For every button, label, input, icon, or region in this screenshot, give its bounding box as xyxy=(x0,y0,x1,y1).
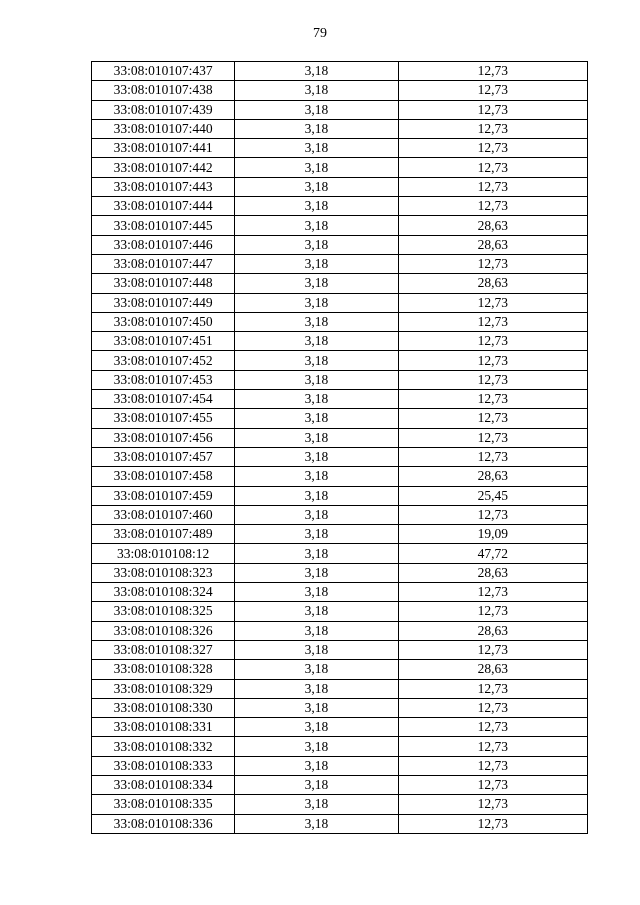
cadastral-number-cell: 33:08:010107:446 xyxy=(92,235,235,254)
amount-cell: 19,09 xyxy=(398,525,587,544)
value-cell: 3,18 xyxy=(235,660,398,679)
amount-cell: 12,73 xyxy=(398,698,587,717)
cadastral-number-cell: 33:08:010107:439 xyxy=(92,100,235,119)
value-cell: 3,18 xyxy=(235,177,398,196)
cadastral-number-cell: 33:08:010107:450 xyxy=(92,312,235,331)
cadastral-number-cell: 33:08:010108:329 xyxy=(92,679,235,698)
value-cell: 3,18 xyxy=(235,698,398,717)
cadastral-number-cell: 33:08:010107:454 xyxy=(92,390,235,409)
cadastral-number-cell: 33:08:010108:335 xyxy=(92,795,235,814)
cadastral-number-cell: 33:08:010108:323 xyxy=(92,563,235,582)
table-row xyxy=(92,737,588,756)
value-cell: 3,18 xyxy=(235,274,398,293)
value-cell: 3,18 xyxy=(235,197,398,216)
value-cell: 3,18 xyxy=(235,447,398,466)
cadastral-number-cell: 33:08:010107:453 xyxy=(92,370,235,389)
value-cell: 3,18 xyxy=(235,139,398,158)
amount-cell: 12,73 xyxy=(398,505,587,524)
value-cell: 3,18 xyxy=(235,756,398,775)
cadastral-number-cell: 33:08:010107:443 xyxy=(92,177,235,196)
value-cell: 3,18 xyxy=(235,583,398,602)
value-cell: 3,18 xyxy=(235,486,398,505)
table-row xyxy=(92,640,588,659)
amount-cell: 12,73 xyxy=(398,62,587,81)
table-row xyxy=(92,467,588,486)
cadastral-number-cell: 33:08:010107:437 xyxy=(92,62,235,81)
table-row xyxy=(92,602,588,621)
value-cell: 3,18 xyxy=(235,525,398,544)
amount-cell: 12,73 xyxy=(398,197,587,216)
value-cell: 3,18 xyxy=(235,563,398,582)
value-cell: 3,18 xyxy=(235,775,398,794)
amount-cell: 12,73 xyxy=(398,293,587,312)
amount-cell: 47,72 xyxy=(398,544,587,563)
amount-cell: 12,73 xyxy=(398,583,587,602)
amount-cell: 12,73 xyxy=(398,100,587,119)
cadastral-number-cell: 33:08:010108:326 xyxy=(92,621,235,640)
table-row xyxy=(92,158,588,177)
amount-cell: 12,73 xyxy=(398,390,587,409)
amount-cell: 12,73 xyxy=(398,312,587,331)
amount-cell: 12,73 xyxy=(398,602,587,621)
cadastral-number-cell: 33:08:010107:444 xyxy=(92,197,235,216)
table-row xyxy=(92,775,588,794)
amount-cell: 12,73 xyxy=(398,756,587,775)
table-row xyxy=(92,544,588,563)
table-row xyxy=(92,428,588,447)
value-cell: 3,18 xyxy=(235,390,398,409)
value-cell: 3,18 xyxy=(235,312,398,331)
table-row xyxy=(92,81,588,100)
cadastral-number-cell: 33:08:010107:447 xyxy=(92,254,235,273)
value-cell: 3,18 xyxy=(235,640,398,659)
amount-cell: 28,63 xyxy=(398,235,587,254)
cadastral-number-cell: 33:08:010107:448 xyxy=(92,274,235,293)
table-row xyxy=(92,100,588,119)
table-row xyxy=(92,563,588,582)
table-row xyxy=(92,254,588,273)
table-row xyxy=(92,486,588,505)
amount-cell: 25,45 xyxy=(398,486,587,505)
amount-cell: 12,73 xyxy=(398,351,587,370)
table-row xyxy=(92,583,588,602)
amount-cell: 28,63 xyxy=(398,467,587,486)
table-row xyxy=(92,197,588,216)
cadastral-number-cell: 33:08:010108:333 xyxy=(92,756,235,775)
cadastral-number-cell: 33:08:010108:330 xyxy=(92,698,235,717)
amount-cell: 28,63 xyxy=(398,660,587,679)
table-row xyxy=(92,525,588,544)
table-row xyxy=(92,698,588,717)
cadastral-number-cell: 33:08:010107:442 xyxy=(92,158,235,177)
value-cell: 3,18 xyxy=(235,505,398,524)
value-cell: 3,18 xyxy=(235,158,398,177)
cadastral-number-cell: 33:08:010107:440 xyxy=(92,119,235,138)
amount-cell: 12,73 xyxy=(398,814,587,833)
amount-cell: 12,73 xyxy=(398,177,587,196)
cadastral-number-cell: 33:08:010107:455 xyxy=(92,409,235,428)
value-cell: 3,18 xyxy=(235,602,398,621)
cadastral-number-cell: 33:08:010107:459 xyxy=(92,486,235,505)
amount-cell: 12,73 xyxy=(398,447,587,466)
table-row xyxy=(92,312,588,331)
value-cell: 3,18 xyxy=(235,119,398,138)
cadastral-number-cell: 33:08:010108:328 xyxy=(92,660,235,679)
table-body xyxy=(92,62,588,834)
table-row xyxy=(92,235,588,254)
value-cell: 3,18 xyxy=(235,62,398,81)
cadastral-number-cell: 33:08:010107:460 xyxy=(92,505,235,524)
table-row xyxy=(92,119,588,138)
table-row xyxy=(92,718,588,737)
value-cell: 3,18 xyxy=(235,351,398,370)
cadastral-number-cell: 33:08:010108:336 xyxy=(92,814,235,833)
table-row xyxy=(92,814,588,833)
table-row xyxy=(92,621,588,640)
cadastral-number-cell: 33:08:010108:12 xyxy=(92,544,235,563)
table-row xyxy=(92,447,588,466)
table-row xyxy=(92,505,588,524)
value-cell: 3,18 xyxy=(235,332,398,351)
value-cell: 3,18 xyxy=(235,544,398,563)
amount-cell: 28,63 xyxy=(398,563,587,582)
table-row xyxy=(92,274,588,293)
amount-cell: 12,73 xyxy=(398,640,587,659)
table-row xyxy=(92,332,588,351)
amount-cell: 12,73 xyxy=(398,119,587,138)
value-cell: 3,18 xyxy=(235,293,398,312)
cadastral-number-cell: 33:08:010108:327 xyxy=(92,640,235,659)
value-cell: 3,18 xyxy=(235,814,398,833)
amount-cell: 12,73 xyxy=(398,737,587,756)
value-cell: 3,18 xyxy=(235,621,398,640)
value-cell: 3,18 xyxy=(235,254,398,273)
amount-cell: 12,73 xyxy=(398,409,587,428)
cadastral-number-cell: 33:08:010107:457 xyxy=(92,447,235,466)
cadastral-number-cell: 33:08:010108:325 xyxy=(92,602,235,621)
cadastral-number-cell: 33:08:010107:451 xyxy=(92,332,235,351)
amount-cell: 28,63 xyxy=(398,274,587,293)
value-cell: 3,18 xyxy=(235,428,398,447)
table-row xyxy=(92,390,588,409)
value-cell: 3,18 xyxy=(235,409,398,428)
amount-cell: 12,73 xyxy=(398,139,587,158)
amount-cell: 12,73 xyxy=(398,370,587,389)
table-row xyxy=(92,139,588,158)
amount-cell: 12,73 xyxy=(398,679,587,698)
value-cell: 3,18 xyxy=(235,216,398,235)
amount-cell: 12,73 xyxy=(398,81,587,100)
value-cell: 3,18 xyxy=(235,795,398,814)
value-cell: 3,18 xyxy=(235,679,398,698)
table-row xyxy=(92,679,588,698)
cadastral-number-cell: 33:08:010107:456 xyxy=(92,428,235,447)
amount-cell: 12,73 xyxy=(398,158,587,177)
cadastral-number-cell: 33:08:010107:438 xyxy=(92,81,235,100)
table-row xyxy=(92,756,588,775)
cadastral-number-cell: 33:08:010107:458 xyxy=(92,467,235,486)
value-cell: 3,18 xyxy=(235,81,398,100)
table-row xyxy=(92,177,588,196)
data-table xyxy=(91,61,588,834)
table-row xyxy=(92,351,588,370)
amount-cell: 12,73 xyxy=(398,332,587,351)
amount-cell: 12,73 xyxy=(398,254,587,273)
amount-cell: 28,63 xyxy=(398,216,587,235)
value-cell: 3,18 xyxy=(235,370,398,389)
table-row xyxy=(92,62,588,81)
cadastral-number-cell: 33:08:010107:445 xyxy=(92,216,235,235)
table-row xyxy=(92,216,588,235)
table-row xyxy=(92,795,588,814)
amount-cell: 12,73 xyxy=(398,795,587,814)
value-cell: 3,18 xyxy=(235,467,398,486)
table-row xyxy=(92,660,588,679)
cadastral-number-cell: 33:08:010108:324 xyxy=(92,583,235,602)
cadastral-number-cell: 33:08:010107:489 xyxy=(92,525,235,544)
cadastral-number-cell: 33:08:010107:452 xyxy=(92,351,235,370)
cadastral-number-cell: 33:08:010108:331 xyxy=(92,718,235,737)
table-row xyxy=(92,293,588,312)
amount-cell: 12,73 xyxy=(398,718,587,737)
value-cell: 3,18 xyxy=(235,100,398,119)
page-number: 79 xyxy=(313,26,327,41)
table-row xyxy=(92,409,588,428)
cadastral-number-cell: 33:08:010107:449 xyxy=(92,293,235,312)
amount-cell: 12,73 xyxy=(398,428,587,447)
value-cell: 3,18 xyxy=(235,235,398,254)
cadastral-number-cell: 33:08:010108:332 xyxy=(92,737,235,756)
cadastral-number-cell: 33:08:010108:334 xyxy=(92,775,235,794)
value-cell: 3,18 xyxy=(235,737,398,756)
amount-cell: 12,73 xyxy=(398,775,587,794)
cadastral-number-cell: 33:08:010107:441 xyxy=(92,139,235,158)
table-row xyxy=(92,370,588,389)
value-cell: 3,18 xyxy=(235,718,398,737)
amount-cell: 28,63 xyxy=(398,621,587,640)
